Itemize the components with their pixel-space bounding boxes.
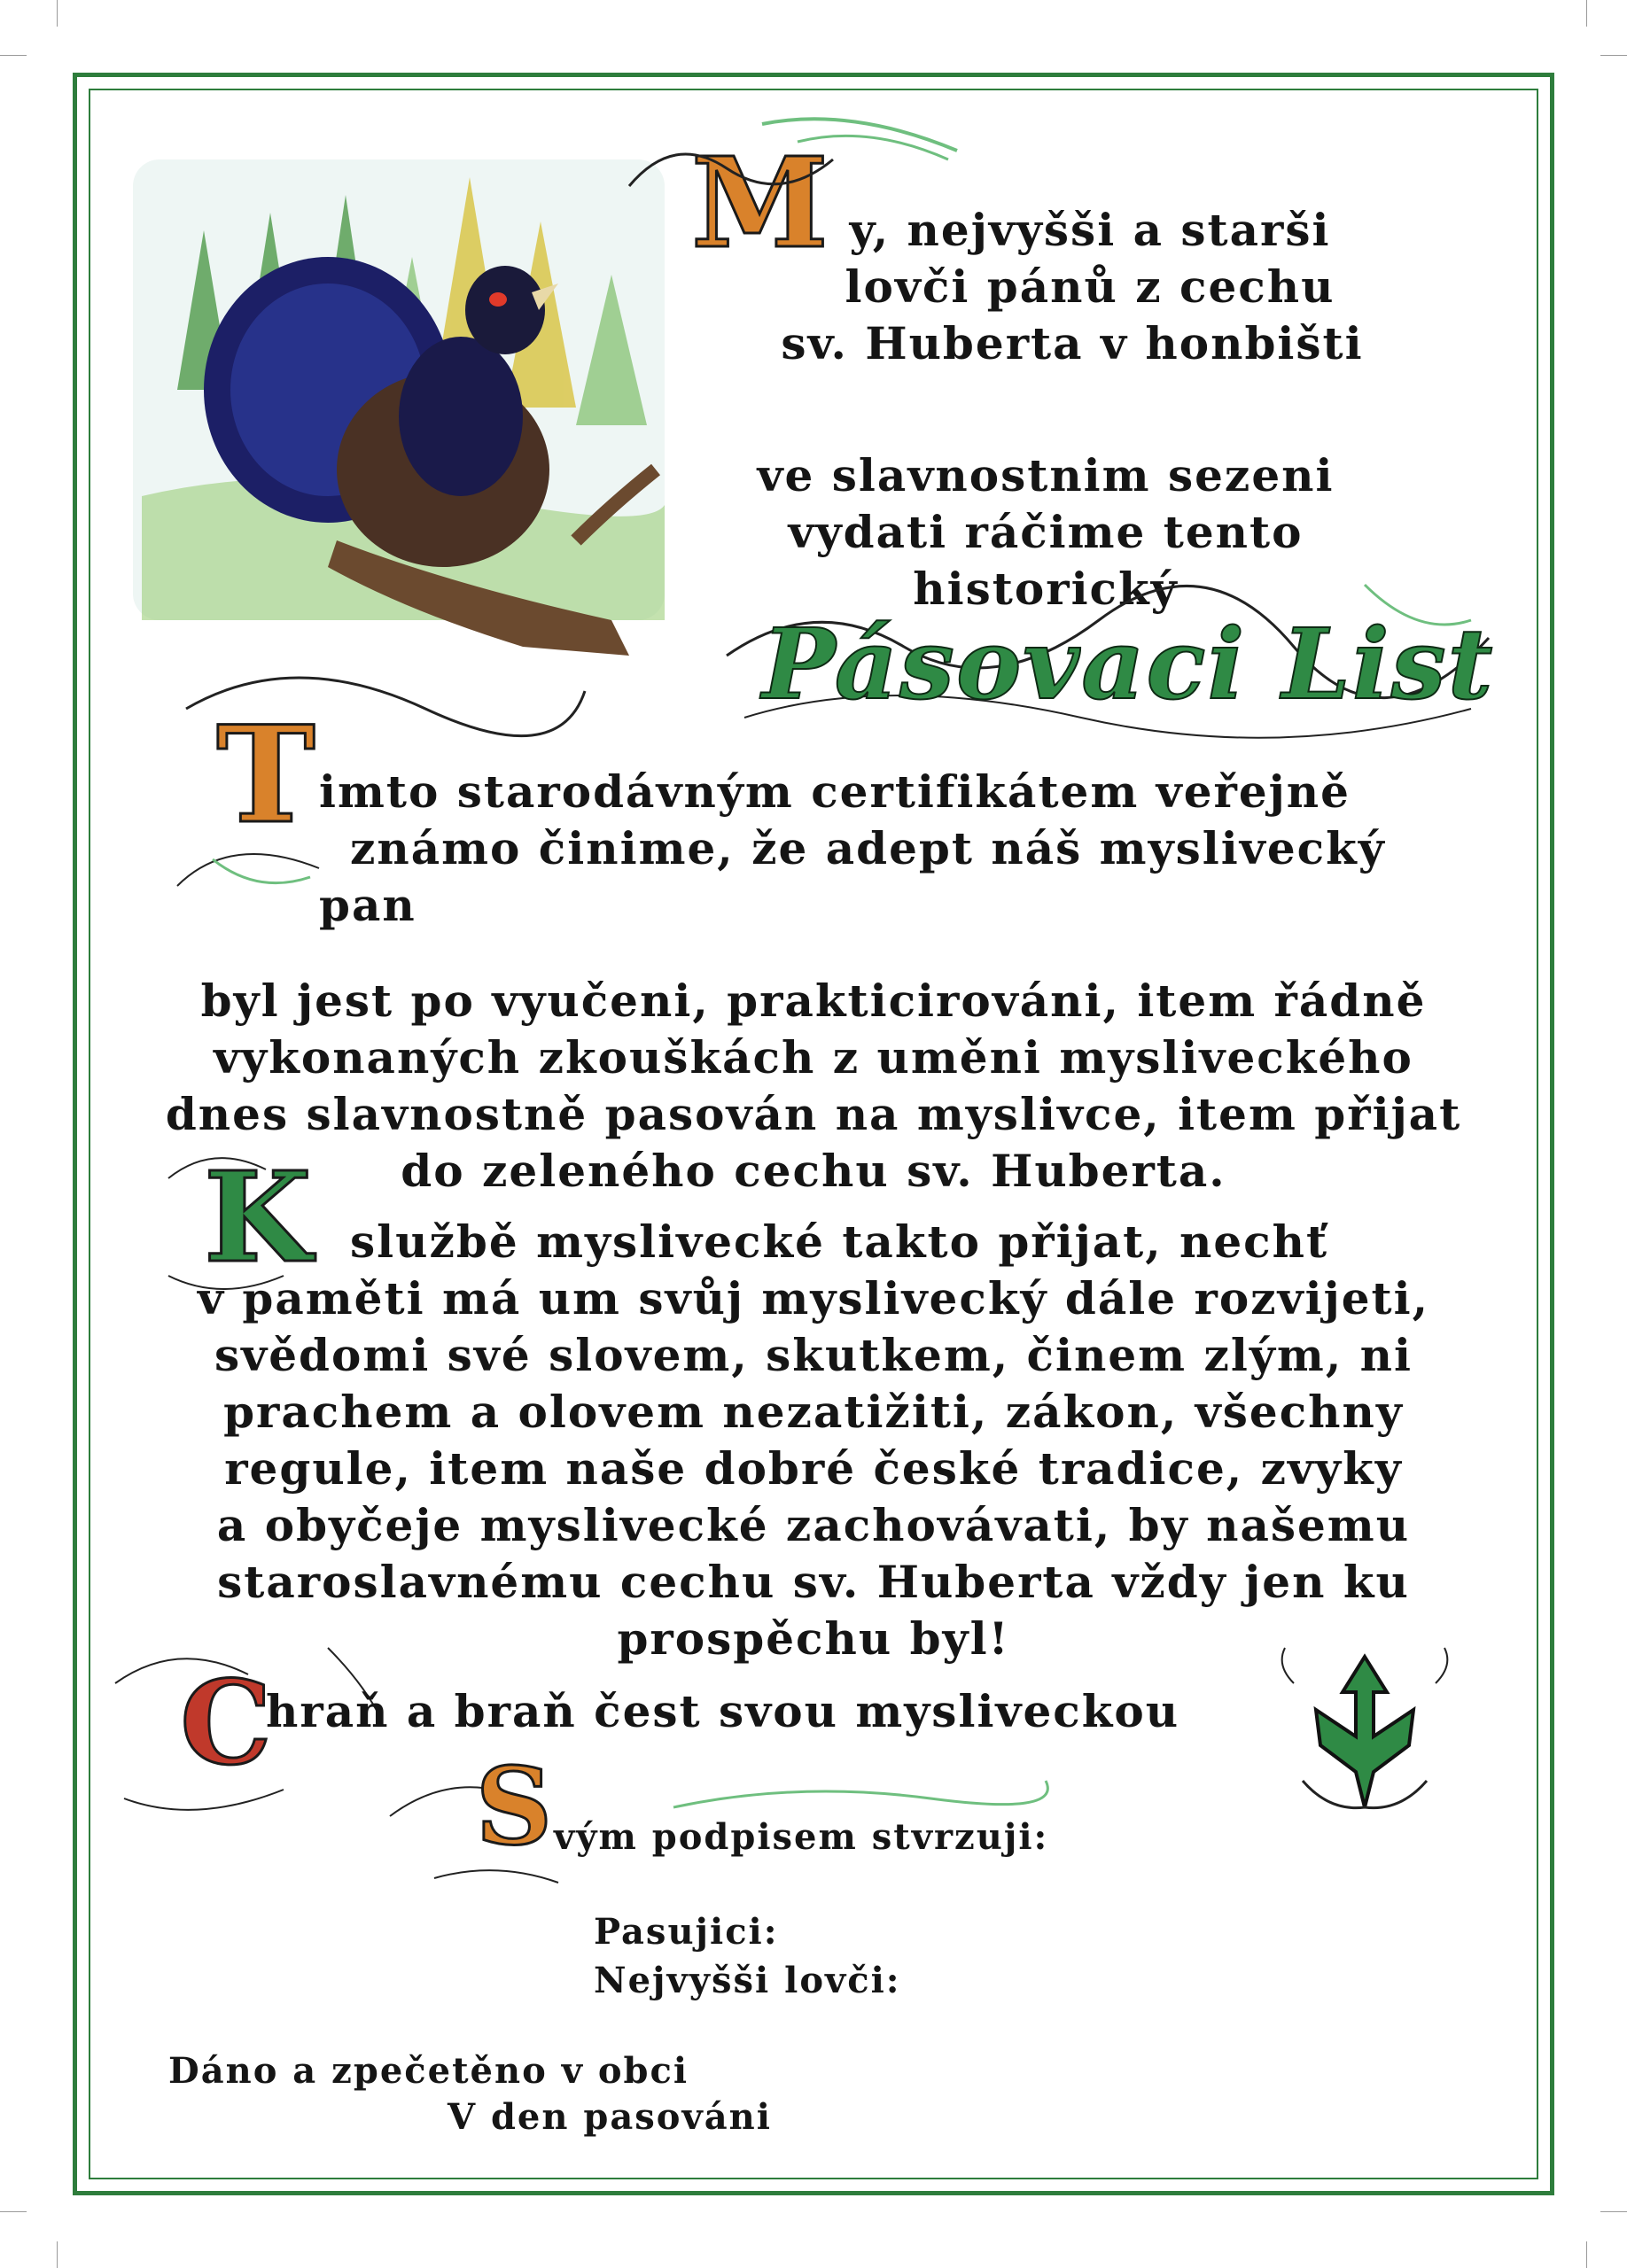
para3-line-1: službě myslivecké takto přijat, nechť: [350, 1216, 1329, 1268]
header-line-3: sv. Huberta v honbišti: [781, 317, 1364, 369]
header-line-1: y, nejvyšši a starši: [849, 204, 1331, 256]
crop-mark: [1586, 0, 1587, 27]
para2-line-1: byl jest po vyučeni, prakticirováni, item řádně: [200, 975, 1427, 1027]
para3-line-8: prospěchu byl!: [617, 1612, 1010, 1665]
certificate-title: Pásovaci List: [762, 607, 1495, 721]
para1-line-3: pan: [319, 879, 416, 931]
footer-den: V den pasováni: [448, 2096, 772, 2138]
para2-line-4: do zeleného cechu sv. Huberta.: [401, 1145, 1226, 1197]
initial-c: C: [180, 1655, 272, 1790]
crop-mark: [57, 2241, 58, 2268]
signature-text: vým podpisem stvrzuji:: [554, 1816, 1049, 1858]
intro-line-2: vydati ráčime tento: [788, 506, 1304, 558]
para1-line-2: známo činime, že adept náš myslivecký: [350, 822, 1386, 874]
cross-emblem-icon: [1276, 1648, 1453, 1816]
para3-line-3: svědomi své slovem, skutkem, činem zlým, ni: [214, 1329, 1413, 1381]
motto-text: hraň a braň čest svou mysliveckou: [266, 1685, 1180, 1737]
crop-mark: [0, 55, 27, 56]
para3-line-7: staroslavnému cechu sv. Huberta vždy jen ku: [217, 1556, 1410, 1608]
initial-k: K: [204, 1146, 312, 1291]
para3-line-2: v paměti má um svůj myslivecký dále rozvijeti,: [197, 1272, 1430, 1324]
signer-nejvyssi-label: Nejvyšši lovči:: [594, 1960, 901, 2001]
para2-line-3: dnes slavnostně pasován na myslivce, item přijat: [165, 1088, 1462, 1140]
intro-line-1: ve slavnostnim sezeni: [757, 449, 1335, 501]
intro-line-3: historický: [913, 563, 1179, 615]
footer-obec: Dáno a zpečetěno v obci: [168, 2050, 689, 2092]
initial-t: T: [216, 697, 315, 853]
para1-line-1: imto starodávným certifikátem veřejně: [319, 765, 1351, 818]
initial-m: M: [691, 131, 829, 276]
crop-mark: [57, 0, 58, 27]
para2-line-2: vykonaných zkouškách z uměni mysliveckého: [214, 1031, 1413, 1084]
crop-mark: [1586, 2241, 1587, 2268]
initial-s: S: [475, 1744, 553, 1869]
crop-mark: [1600, 55, 1627, 56]
para3-line-6: a obyčeje myslivecké zachovávati, by našemu: [216, 1499, 1411, 1551]
para3-line-5: regule, item naše dobré české tradice, zvyky: [224, 1442, 1403, 1495]
crop-mark: [0, 2211, 27, 2212]
capercaillie-illustration: [115, 124, 691, 656]
header-line-2: lovči pánů z cechu: [845, 260, 1335, 313]
crop-mark: [1600, 2211, 1627, 2212]
para3-line-4: prachem a olovem nezatižiti, zákon, všechny: [223, 1386, 1404, 1438]
signer-pasujici-label: Pasujici:: [594, 1911, 779, 1953]
